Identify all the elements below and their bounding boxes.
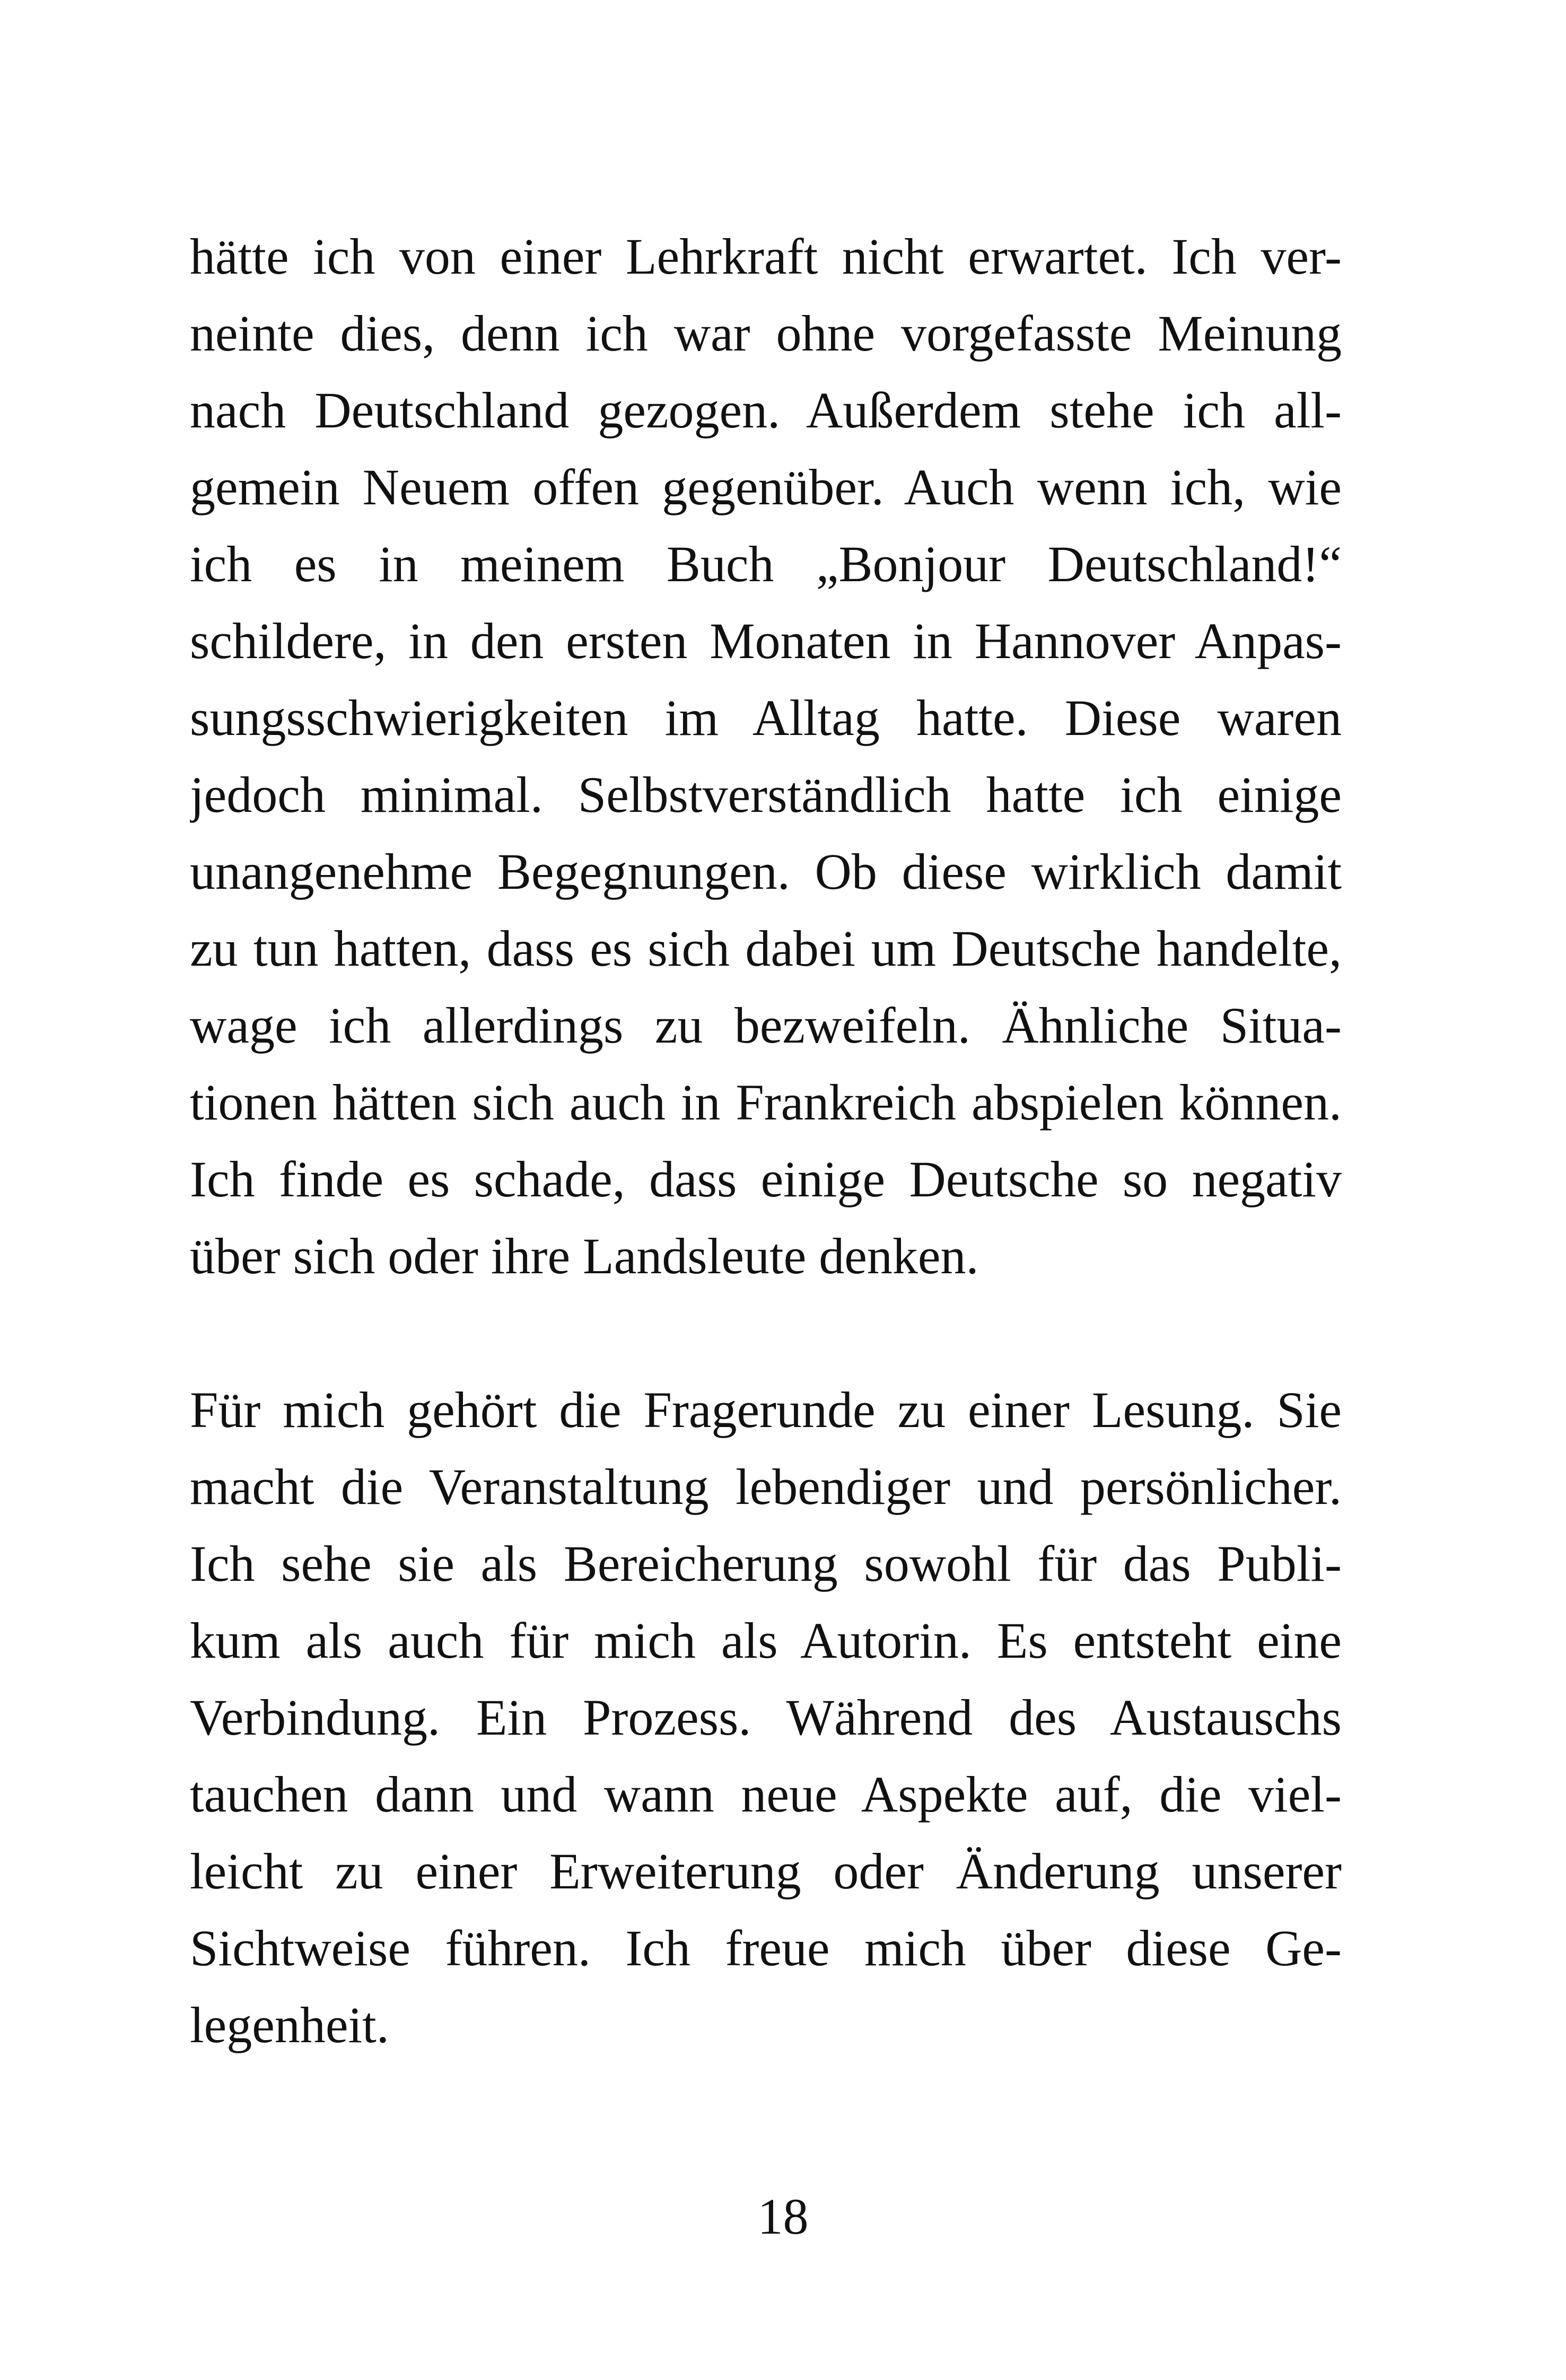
text-line: wage ich allerdings zu bezweifeln. Ähnliche Situa- [190,997,1342,1054]
text-line: legenheit. [190,1997,389,2053]
page-number: 18 [757,2188,809,2245]
text-line: Ich finde es schade, dass einige Deutsche so negativ [190,1151,1342,1208]
text-line: nach Deutschland gezogen. Außerdem stehe ich all- [190,382,1342,439]
text-line: gemein Neuem offen gegenüber. Auch wenn ich, wie [190,459,1342,515]
text-line: hätte ich von einer Lehrkraft nicht erwartet. Ich ver- [190,228,1342,285]
text-line: Ich sehe sie als Bereicherung sowohl für das Publi- [190,1535,1342,1592]
text-line: sungsschwierigkeiten im Alltag hatte. Diese waren [190,689,1342,746]
text-line: ich es in meinem Buch „Bonjour Deutschland!“ [190,536,1342,592]
text-line: Verbindung. Ein Prozess. Während des Austauschs [190,1689,1342,1746]
text-line: unangenehme Begegnungen. Ob diese wirklich damit [190,843,1342,900]
text-line: über sich oder ihre Landsleute denken. [190,1228,979,1284]
text-line: schildere, in den ersten Monaten in Hannover Anpas- [190,612,1342,669]
text-line: neinte dies, denn ich war ohne vorgefasste Meinung [190,305,1342,362]
text-line: zu tun hatten, dass es sich dabei um Deutsche handelte, [190,920,1342,977]
text-line: tionen hätten sich auch in Frankreich abspielen können. [190,1074,1342,1131]
text-line: macht die Veranstaltung lebendiger und persönlicher. [190,1458,1342,1515]
text-line: Sichtweise führen. Ich freue mich über diese Ge- [190,1920,1342,1976]
text-line: kum als auch für mich als Autorin. Es entsteht eine [190,1612,1342,1669]
text-line: leicht zu einer Erweiterung oder Änderung unserer [190,1843,1342,1900]
text-line: jedoch minimal. Selbstverständlich hatte ich einige [190,766,1342,823]
text-line: Für mich gehört die Fragerunde zu einer Lesung. Sie [190,1381,1342,1438]
text-line: tauchen dann und wann neue Aspekte auf, die viel- [190,1766,1342,1823]
